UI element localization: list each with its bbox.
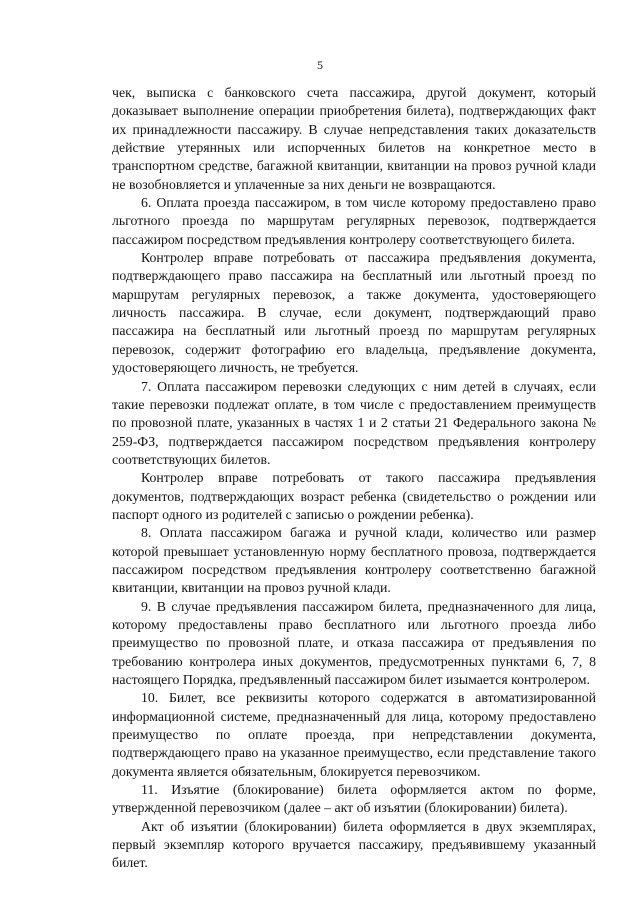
paragraph-item-10: 10. Билет, все реквизиты которого содержатся в автоматизированной информационной системе, предназначенный для лица, которому предоставлено преимущество по оплате проезда, при непредставлении документа, подтверждающего право на указанное преимущество, если представление такого документа является обязательным, блокируется перевозчиком. (112, 690, 596, 779)
paragraph-item-8: 8. Оплата пассажиром багажа и ручной клади, количество или размер которой превышает установленную норму бесплатного провоза, подтверждается пассажиром посредством предъявления контролеру соответственно багажной квитанции, квитанции на провоз ручной клади. (112, 525, 596, 596)
paragraph-item-9: 9. В случае предъявления пассажиром билета, предназначенного для лица, которому предоставлены право бесплатного или льготного проезда либо преимущество по провозной плате, и отказа пассажира от предъявления по требованию контролера иных документов, предусмотренных пунктами 6, 7, 8 настоящего Порядка, предъявленный пассажиром билет изымается контролером. (112, 598, 596, 687)
paragraph-item-11-act: Акт об изъятии (блокировании) билета оформляется в двух экземплярах, первый экземпляр которого вручается пассажиру, предъявившему указанный билет. (112, 818, 596, 871)
paragraph-item-6-controller: Контролер вправе потребовать от пассажира предъявления документа, подтверждающего право пассажира на бесплатный или льготный проезд по маршрутам регулярных перевозок, а также документа, удостоверяющего личность пассажира. В случае, если документ, подтверждающий право пассажира на бесплатный или льготный проезд по маршрутам регулярных перевозок, содержит фотографию его владельца, предъявление документа, удостоверяющего личность, не требуется. (112, 250, 596, 376)
paragraph-item-6: 6. Оплата проезда пассажиром, в том числе которому предоставлено право льготного проезда по маршрутам регулярных перевозок, подтверждается пассажиром посредством предъявления контролеру соответствующего билета. (112, 195, 596, 247)
paragraph-item-11: 11. Изъятие (блокирование) билета оформляется актом по форме, утвержденной перевозчиком (далее – акт об изъятии (блокировании) билета). (112, 782, 596, 816)
paragraph-item-7-controller: Контролер вправе потребовать от такого пассажира предъявления документов, подтверждающих возраст ребенка (свидетельство о рождении или паспорт одного из родителей с записью о рождении ребенка). (112, 470, 596, 522)
paragraph-continuation: чек, выписка с банковского счета пассажира, другой документ, который доказывает выполнение операции приобретения билета), подтверждающих факт их принадлежности пассажиру. В случае непредставления таких доказательств действие утерянных или испорченных билетов на конкретное место в транспортном средстве, багажной квитанции, квитанции на провоз ручной клади не возобновляется и уплаченные за них деньги не возвращаются. (112, 85, 596, 192)
page-number: 5 (317, 58, 323, 72)
paragraph-item-7: 7. Оплата пассажиром перевозки следующих с ним детей в случаях, если такие перевозки подлежат оплате, в том числе с предоставлением преимуществ по провозной плате, указанных в частях 1 и 2 статьи 21 Федерального закона № 259-ФЗ, подтверждается пассажиром посредством предъявления контролеру соответствующих билетов. (112, 378, 596, 467)
document-body (112, 84, 596, 873)
